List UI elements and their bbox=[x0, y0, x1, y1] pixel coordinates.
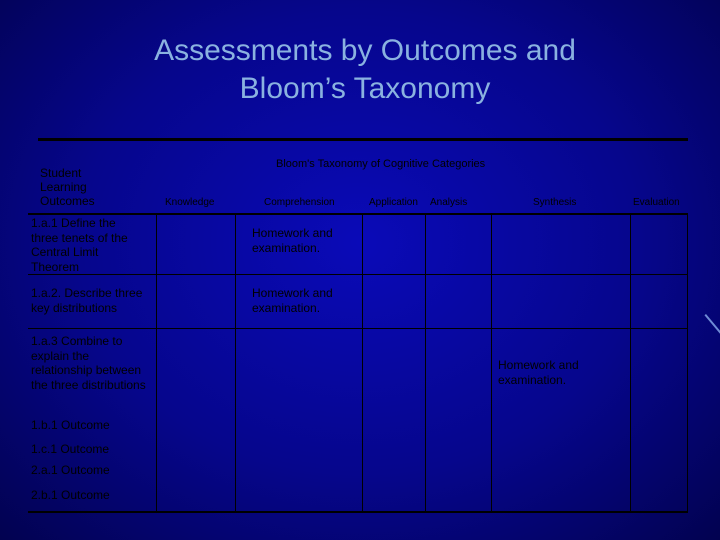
assessment-cell-synthesis: Homework and examination. bbox=[498, 358, 579, 387]
column-rule bbox=[491, 215, 492, 511]
slide-title-line-2: Bloom’s Taxonomy bbox=[239, 72, 491, 105]
table-row-outcome: 1.a.3 Combine to explain the relationship between the three distributions bbox=[31, 334, 146, 392]
header-student-learning-outcomes: Student Learning Outcomes bbox=[40, 166, 95, 208]
table-top-rule bbox=[38, 138, 688, 141]
table-row-outcome: 1.b.1 Outcome bbox=[31, 418, 110, 432]
table-row-outcome: 1.c.1 Outcome bbox=[31, 442, 110, 456]
category-evaluation: Evaluation bbox=[633, 197, 680, 208]
column-rule bbox=[156, 215, 157, 511]
row-rule bbox=[28, 328, 688, 329]
table-row-outcome: 2.a.1 Outcome bbox=[31, 463, 110, 477]
assessment-cell-comprehension: Homework and examination. bbox=[252, 226, 333, 255]
column-rule bbox=[687, 215, 688, 511]
slide-title-line-1: Assessments by Outcomes and bbox=[154, 34, 576, 67]
column-rule bbox=[425, 215, 426, 511]
assessment-cell-comprehension: Homework and examination. bbox=[252, 286, 333, 315]
column-rule bbox=[362, 215, 363, 511]
column-rule bbox=[630, 215, 631, 511]
category-knowledge: Knowledge bbox=[165, 197, 215, 208]
table-row-outcome: 1.a.2. Describe three key distributions bbox=[31, 286, 143, 315]
header-bottom-rule bbox=[28, 213, 688, 215]
category-analysis: Analysis bbox=[430, 197, 468, 208]
table-row-outcome: 1.a.1 Define the three tenets of the Central Limit Theorem bbox=[31, 216, 128, 274]
row-rule bbox=[28, 274, 688, 275]
table-bottom-rule bbox=[28, 511, 688, 513]
column-rule bbox=[235, 215, 236, 511]
header-blooms-taxonomy: Bloom's Taxonomy of Cognitive Categories bbox=[276, 158, 486, 170]
table-row-outcome: 2.b.1 Outcome bbox=[31, 488, 110, 502]
category-synthesis: Synthesis bbox=[533, 197, 577, 208]
category-comprehension: Comprehension bbox=[264, 197, 335, 208]
category-application: Application bbox=[369, 197, 418, 208]
